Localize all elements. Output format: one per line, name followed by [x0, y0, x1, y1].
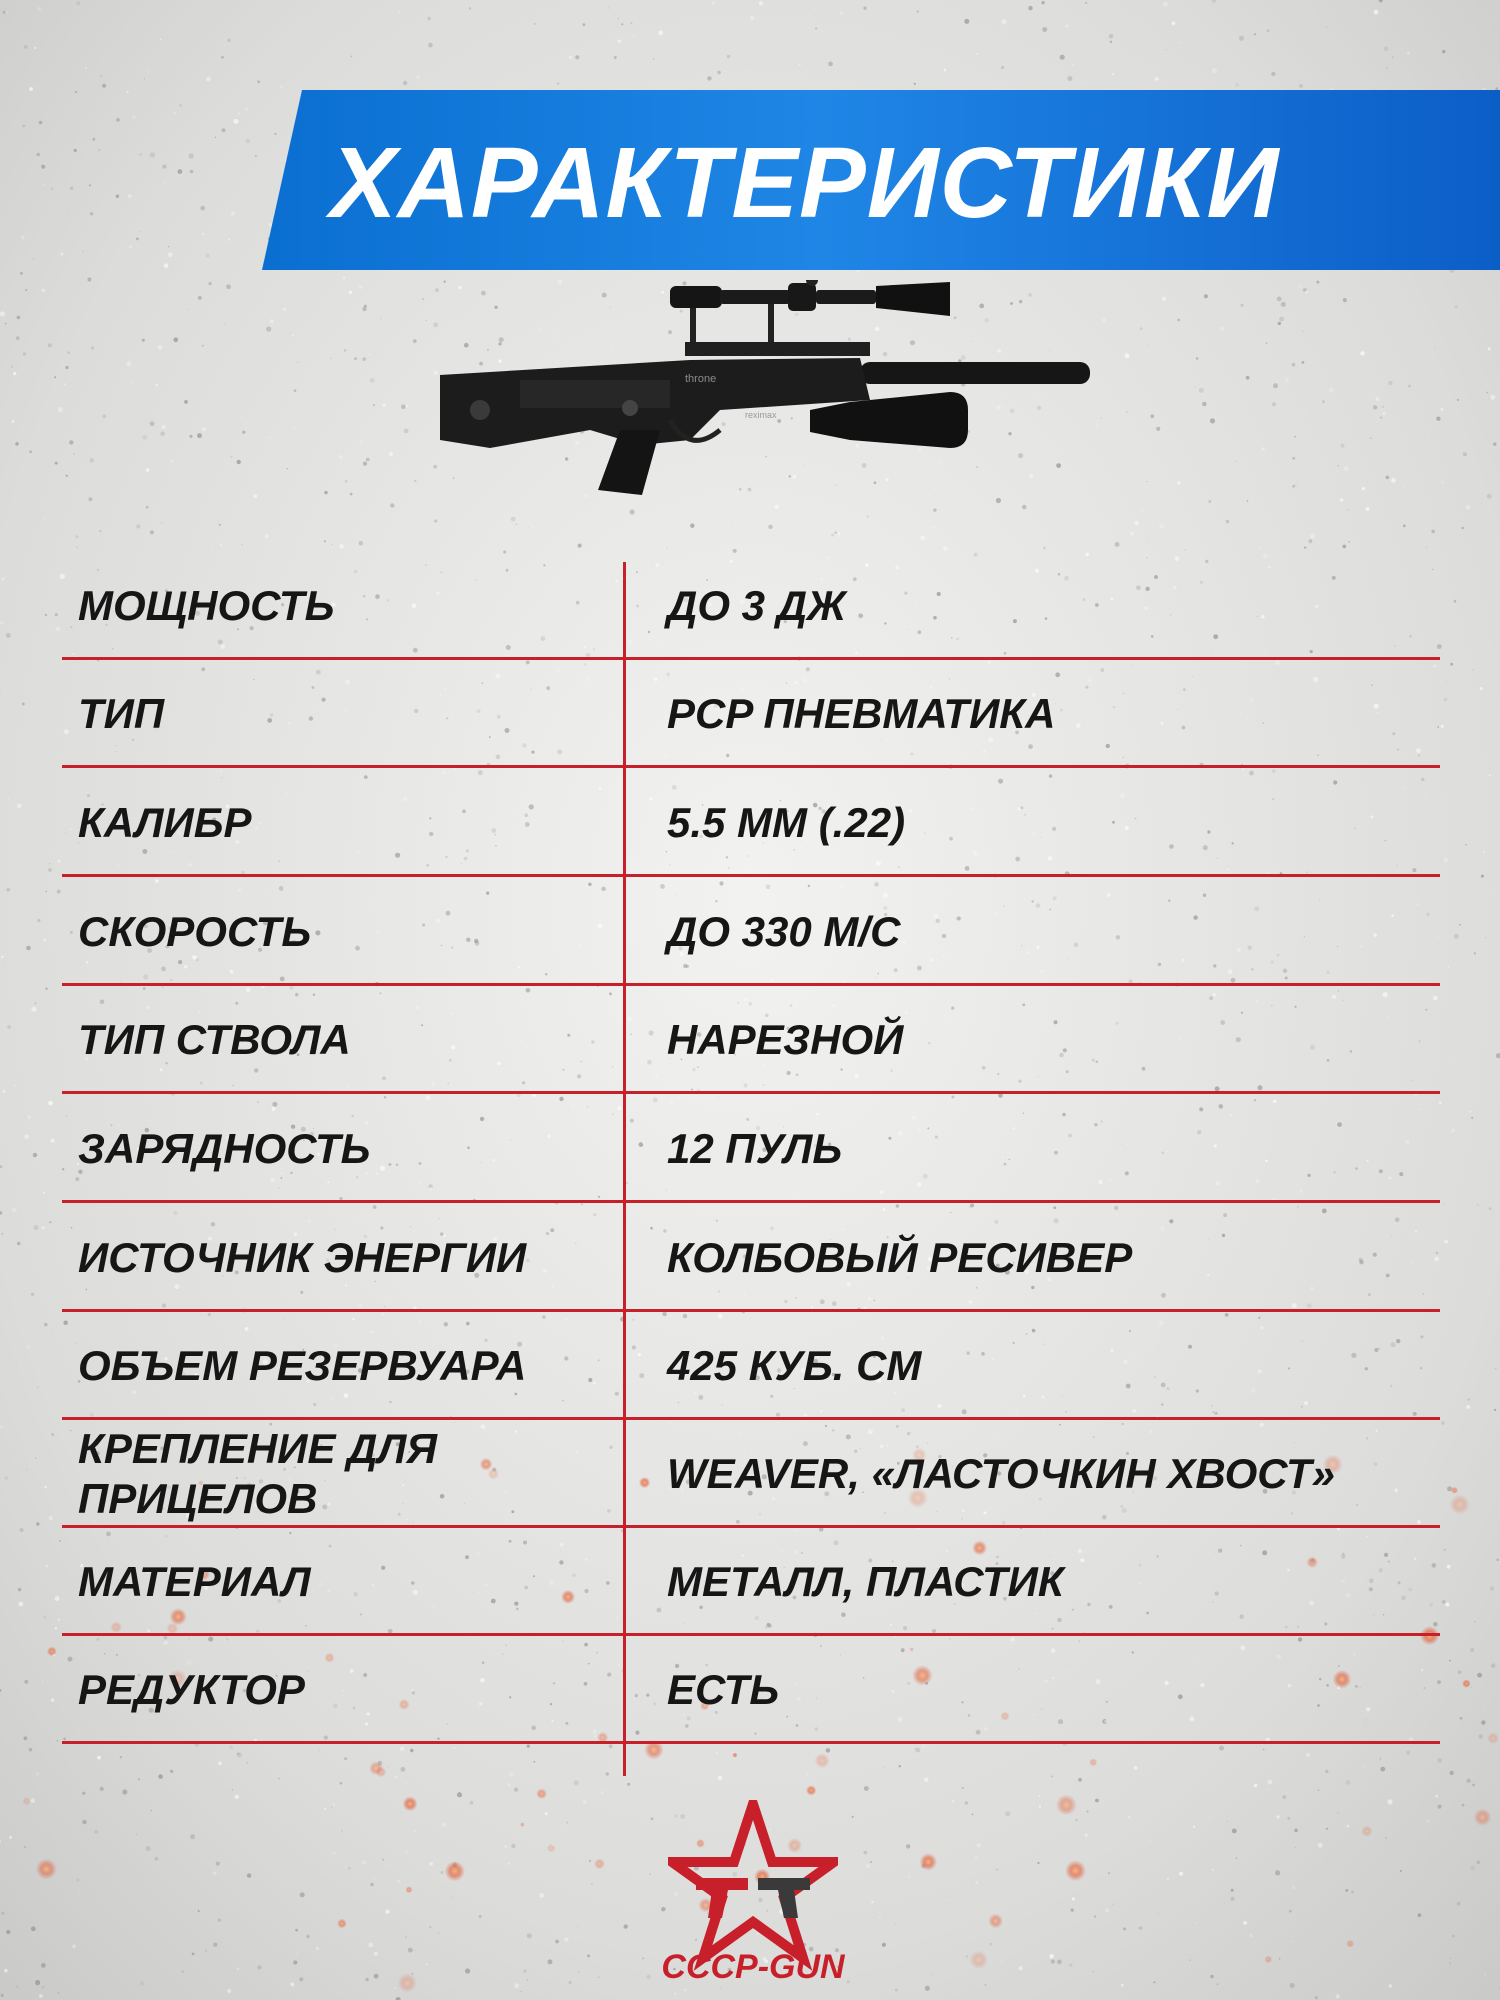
spec-key: РЕДУКТОР	[78, 1666, 305, 1713]
scope	[670, 280, 950, 350]
spec-key: ЗАРЯДНОСТЬ	[78, 1125, 371, 1172]
spec-value: WEAVER, «ЛАСТОЧКИН ХВОСТ»	[667, 1450, 1336, 1497]
model-mark: throne	[685, 373, 717, 385]
spec-row	[62, 1204, 1440, 1312]
spec-key: ОБЪЕМ РЕЗЕРВУАРА	[78, 1342, 527, 1389]
row-divider	[62, 765, 1440, 768]
spec-row	[62, 1312, 1440, 1420]
spec-row	[62, 660, 1440, 768]
row-divider	[62, 1741, 1440, 1744]
spec-key: КРЕПЛЕНИЕ ДЛЯ ПРИЦЕЛОВ	[78, 1425, 437, 1522]
spec-key: КАЛИБР	[78, 799, 252, 846]
barrel	[860, 362, 1090, 384]
spec-key: СКОРОСТЬ	[78, 908, 312, 955]
spec-key: ТИП СТВОЛА	[78, 1016, 351, 1063]
brand-mark: reximax	[745, 410, 777, 420]
spec-value: ДО 330 М/С	[667, 908, 901, 955]
spec-value: 425 КУБ. СМ	[667, 1342, 922, 1389]
brand-name: CCCP-GUN	[661, 1948, 845, 1986]
spec-row	[62, 1636, 1440, 1744]
row-divider	[62, 1091, 1440, 1094]
spec-value: 5.5 ММ (.22)	[667, 799, 906, 846]
spec-key: МАТЕРИАЛ	[78, 1558, 311, 1605]
spec-row	[62, 986, 1440, 1094]
spec-row	[62, 769, 1440, 877]
pistol-right-icon	[758, 1878, 810, 1918]
rifle-image	[420, 280, 1120, 540]
spec-value: 12 ПУЛЬ	[667, 1125, 843, 1172]
spec-value: ДО 3 ДЖ	[667, 582, 846, 629]
spec-key: ИСТОЧНИК ЭНЕРГИИ	[78, 1234, 527, 1281]
spec-row	[62, 1095, 1440, 1203]
spec-value: КОЛБОВЫЙ РЕСИВЕР	[667, 1234, 1133, 1281]
spec-row	[62, 1528, 1440, 1636]
spec-value: НАРЕЗНОЙ	[667, 1016, 904, 1063]
page-title: ХАРАКТЕРИСТИКИ	[330, 127, 1280, 239]
spec-value: МЕТАЛЛ, ПЛАСТИК	[667, 1558, 1064, 1605]
picatinny-rail	[685, 342, 870, 356]
spec-row	[62, 878, 1440, 986]
spec-key: МОЩНОСТЬ	[78, 582, 335, 629]
spec-row	[62, 552, 1440, 660]
row-divider	[62, 1200, 1440, 1203]
row-divider	[62, 874, 1440, 877]
pistol-left-icon	[696, 1878, 748, 1918]
spec-key: ТИП	[78, 690, 165, 737]
specs-table	[62, 552, 1440, 1776]
spec-row	[62, 1420, 1440, 1528]
pistol-grip	[598, 430, 660, 495]
spec-value: PCP ПНЕВМАТИКА	[667, 690, 1056, 737]
spec-value: ЕСТЬ	[667, 1666, 780, 1713]
